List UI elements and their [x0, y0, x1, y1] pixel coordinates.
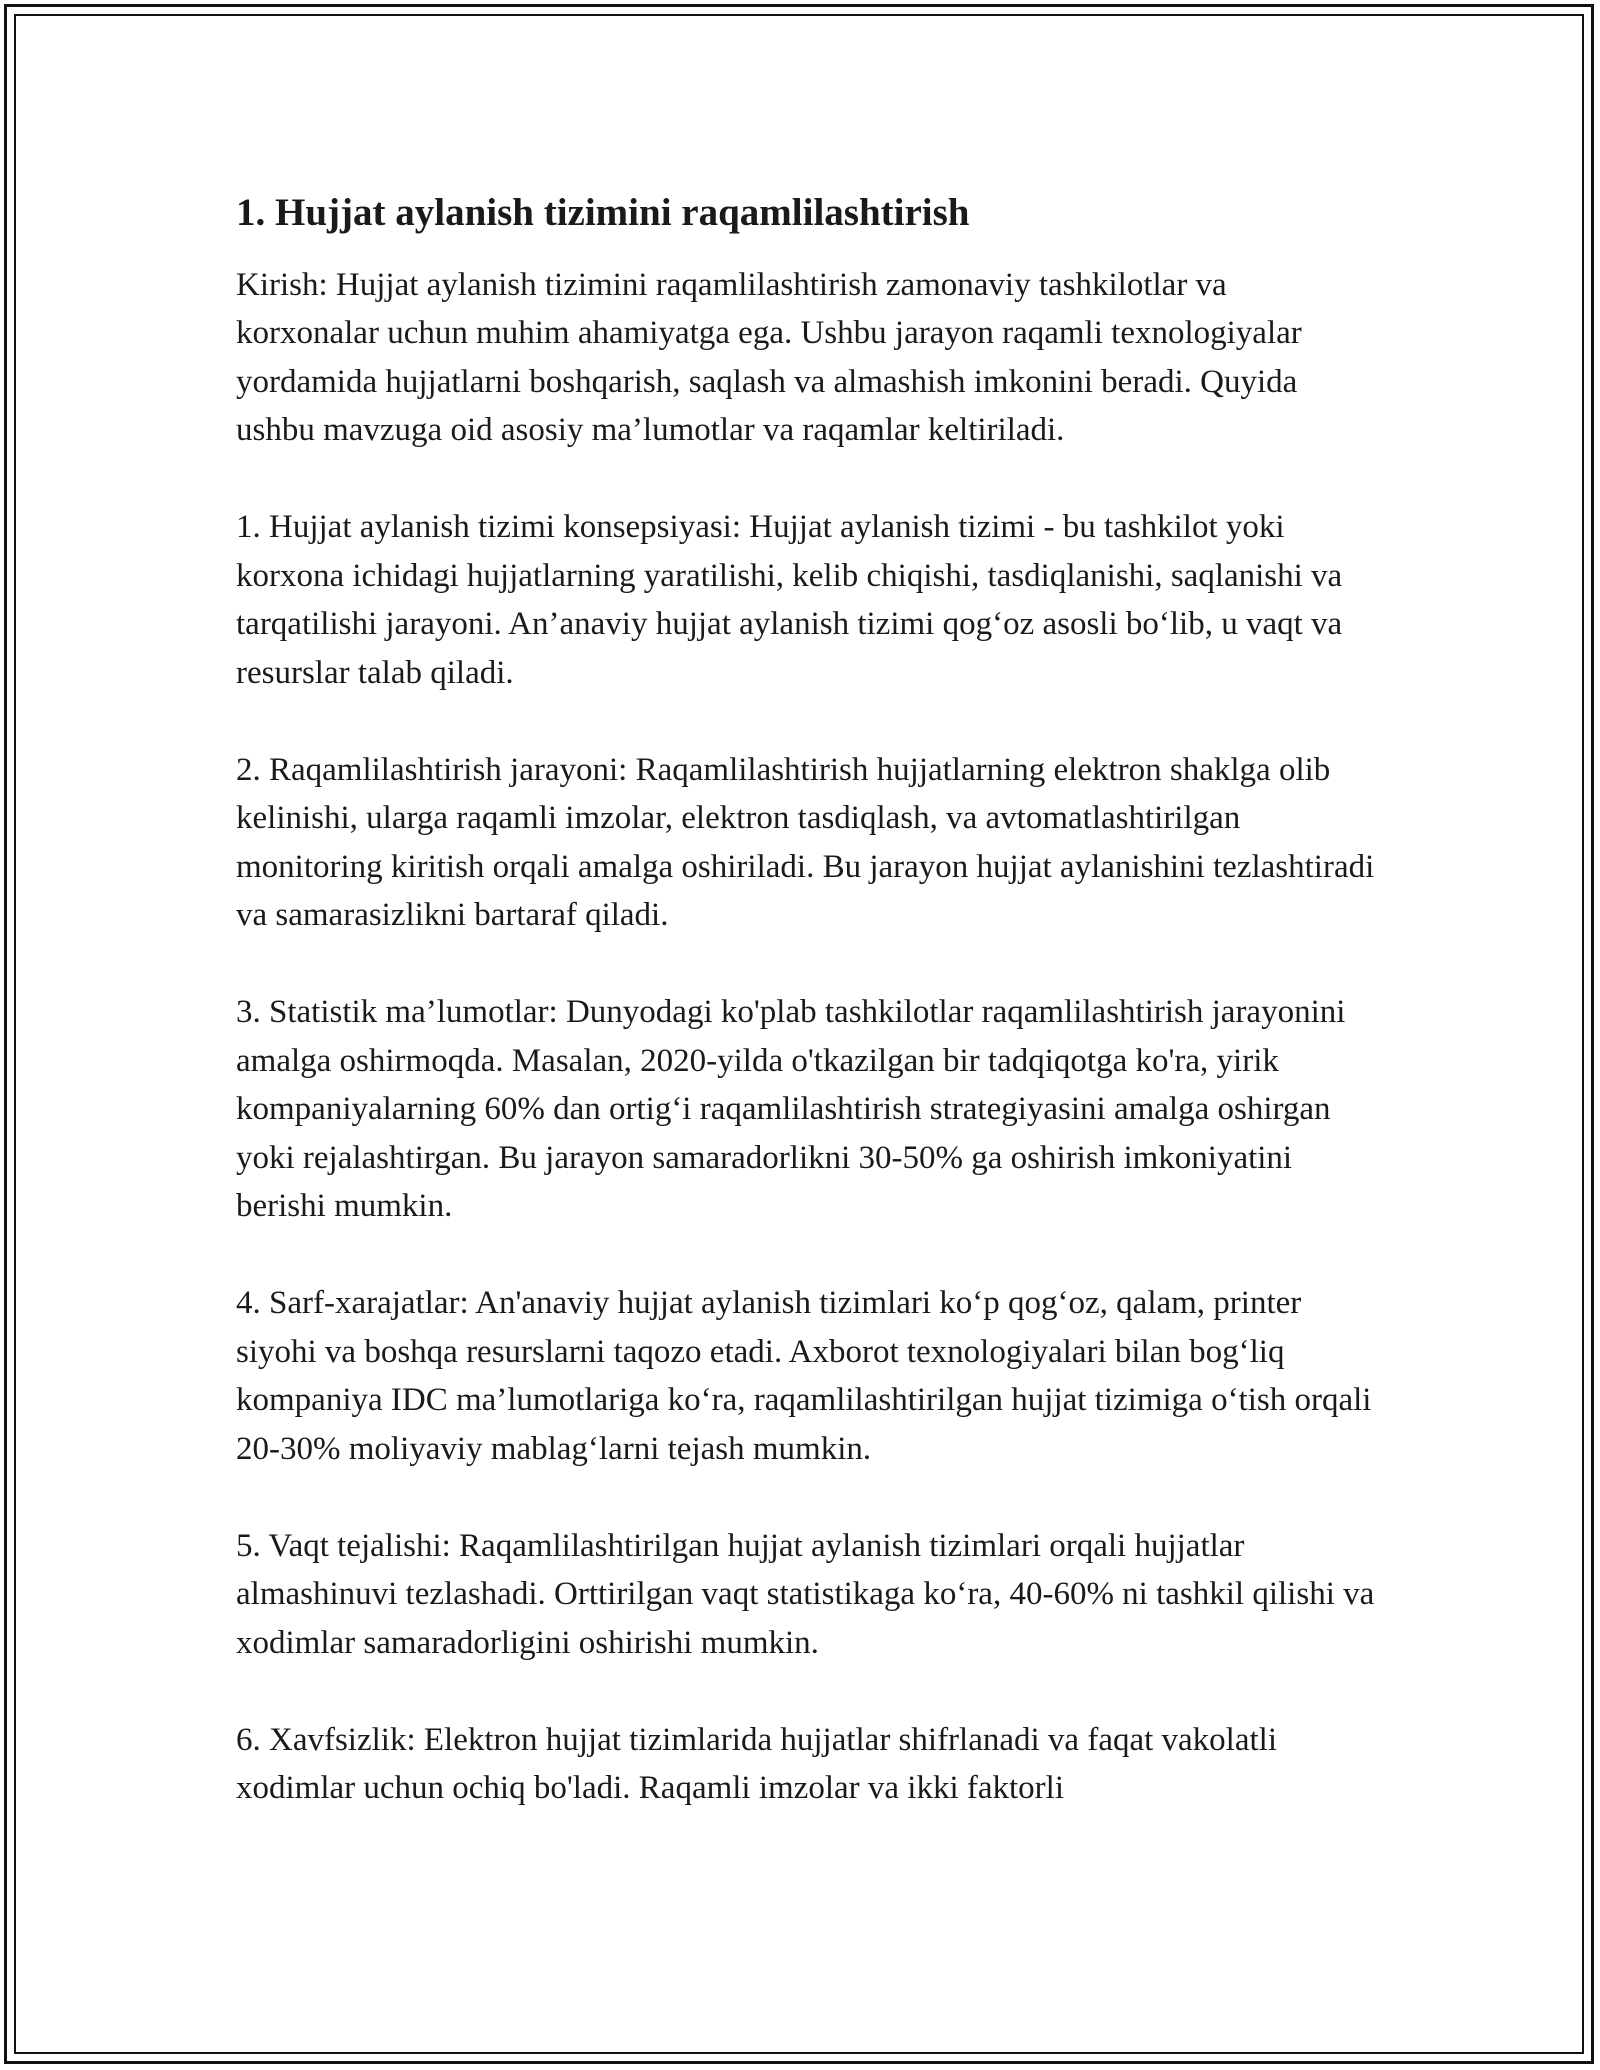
paragraph-intro: Kirish: Hujjat aylanish tizimini raqamlilashtirish zamonaviy tashkilotlar va korxonalar uchun muhim ahamiyatga ega. Ushbu jarayon raqamli texnologiyalar yordamida hujjatlarni boshqarish, saqlash va almashish imkonini beradi. Quyida ushbu mavzuga oid asosiy ma’lumotlar va raqamlar keltiriladi.: [236, 266, 1302, 449]
paragraph-security: 6. Xavfsizlik: Elektron hujjat tizimlarida hujjatlar shifrlanadi va faqat vakolatli xodimlar uchun ochiq bo'ladi. Raqamli imzolar va ikki faktorli: [236, 1721, 1277, 1807]
paragraph-concept: 1. Hujjat aylanish tizimi konsepsiyasi: Hujjat aylanish tizimi - bu tashkilot yoki korxona ichidagi hujjatlarning yaratilishi, kelib chiqishi, tasdiqlanishi, saqlanishi va tarqatilishi jarayoni. An’anaviy hujjat aylanish tizimi qog‘oz asosli bo‘lib, u vaqt va resurslar talab qiladi.: [236, 509, 1343, 691]
paragraph-digitization-process: 2. Raqamlilashtirish jarayoni: Raqamlilashtirish hujjatlarning elektron shaklga olib kelinishi, ularga raqamli imzolar, elektron tasdiqlash, va avtomatlashtirilgan monitoring kiritish orqali amalga oshiriladi. Bu jarayon hujjat aylanishini tezlashtiradi va samarasizlikni bartaraf qiladi.: [236, 751, 1375, 934]
paragraph-costs: 4. Sarf-xarajatlar: An'anaviy hujjat aylanish tizimlari ko‘p qog‘oz, qalam, printer siyohi va boshqa resurslarni taqozo etadi. Axborot texnologiyalari bilan bog‘liq kompaniya IDC ma’lumotlariga ko‘ra, raqamlilashtirilgan hujjat tizimiga o‘tish orqali 20-30% moliyaviy mablag‘larni tejash mumkin.: [236, 1285, 1372, 1467]
document-title: 1. Hujjat aylanish tizimini raqamlilashtirish: [236, 191, 970, 234]
paragraph-time-saving: 5. Vaqt tejalishi: Raqamlilashtirilgan hujjat aylanish tizimlari orqali hujjatlar almashinuvi tezlashadi. Orttirilgan vaqt statistikaga ko‘ra, 40-60% ni tashkil qilishi va xodimlar samaradorligini oshirishi mumkin.: [236, 1527, 1375, 1661]
document-body: [236, 188, 1376, 1861]
paragraph-statistics: 3. Statistik ma’lumotlar: Dunyodagi ko'plab tashkilotlar raqamlilashtirish jarayonini amalga oshirmoqda. Masalan, 2020-yilda o'tkazilgan bir tadqiqotga ko'ra, yirik kompaniyalarning 60% dan ortig‘i raqamlilashtirish strategiyasini amalga oshirgan yoki rejalashtirgan. Bu jarayon samaradorlikni 30-50% ga oshirish imkoniyatini berishi mumkin.: [236, 994, 1346, 1225]
